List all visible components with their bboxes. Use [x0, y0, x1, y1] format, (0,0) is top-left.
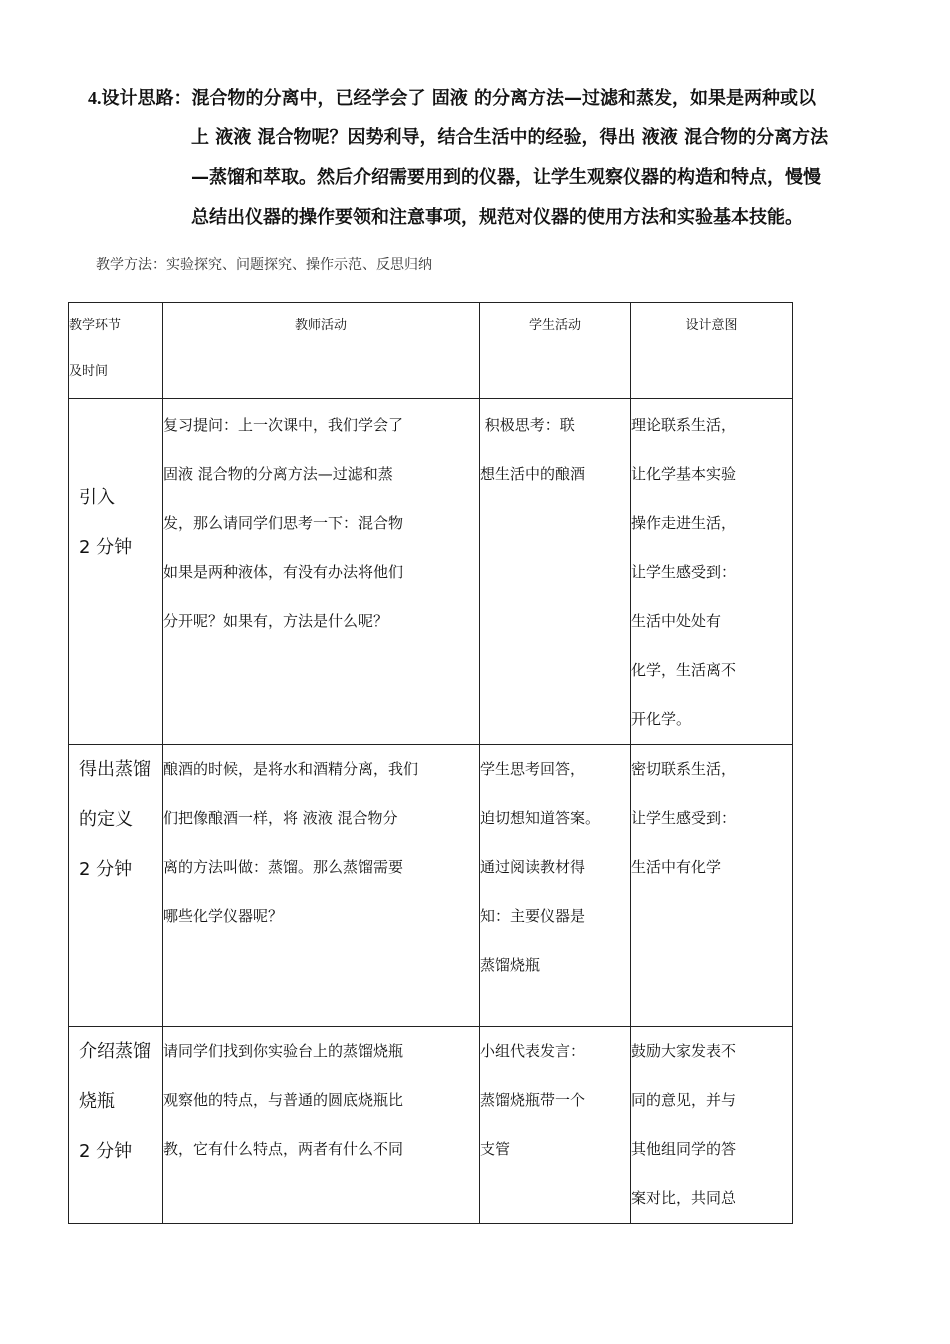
stage-cell: 引入 2 分钟 [69, 399, 163, 745]
stage-cell: 介绍蒸馏 烧瓶 2 分钟 [69, 1027, 163, 1224]
header-stage-time: 教学环节 及时间 [69, 303, 163, 399]
header-teacher-activity: 教师活动 [163, 303, 480, 399]
heading-line-2: 上 液液 混合物呢？因势利导，结合生活中的经验，得出 液液 混合物的分离方法 [191, 127, 829, 148]
design-intent-cell: 鼓励大家发表不 同的意见，并与 其他组同学的答 案对比，共同总 [631, 1027, 793, 1224]
heading-line-3: —蒸馏和萃取。然后介绍需要用到的仪器，让学生观察仪器的构造和特点，慢慢 [191, 167, 821, 188]
teaching-method: 教学方法：实验探究、问题探究、操作示范、反思归纳 [96, 257, 432, 273]
teacher-activity-cell: 复习提问：上一次课中，我们学会了 固液 混合物的分离方法—过滤和蒸 发，那么请同学们思考一下：混合物 如果是两种液体，有没有办法将他们 分开呢？如果有，方法是什么呢？ [163, 399, 480, 745]
table-row [69, 399, 793, 745]
table-row [69, 745, 793, 1027]
heading-line-1: 4.设计思路：混合物的分离中，已经学会了 固液 的分离方法—过滤和蒸发，如果是两种或以 [88, 88, 817, 109]
design-idea-heading [88, 78, 878, 238]
table-row [69, 1027, 793, 1224]
teacher-activity-cell: 请同学们找到你实验台上的蒸馏烧瓶 观察他的特点，与普通的圆底烧瓶比 教，它有什么特点，两者有什么不同 [163, 1027, 480, 1224]
student-activity-cell: 学生思考回答， 迫切想知道答案。 通过阅读教材得 知：主要仪器是 蒸馏烧瓶 [480, 745, 631, 1027]
student-activity-cell: 小组代表发言： 蒸馏烧瓶带一个 支管 [480, 1027, 631, 1224]
design-intent-cell: 理论联系生活， 让化学基本实验 操作走进生活， 让学生感受到： 生活中处处有 化学，生活离不 开化学。 [631, 399, 793, 745]
header-design-intent: 设计意图 [631, 303, 793, 399]
stage-cell: 得出蒸馏 的定义 2 分钟 [69, 745, 163, 1027]
lesson-plan-table [68, 302, 793, 1224]
heading-number: 4. [88, 88, 102, 108]
table-header-row [69, 303, 793, 399]
teacher-activity-cell: 酿酒的时候，是将水和酒精分离，我们 们把像酿酒一样，将 液液 混合物分 离的方法叫做：蒸馏。那么蒸馏需要 哪些化学仪器呢？ [163, 745, 480, 1027]
student-activity-cell: 积极思考：联 想生活中的酿酒 [480, 399, 631, 745]
header-student-activity: 学生活动 [480, 303, 631, 399]
design-intent-cell: 密切联系生活， 让学生感受到： 生活中有化学 [631, 745, 793, 1027]
heading-line-4: 总结出仪器的操作要领和注意事项，规范对仪器的使用方法和实验基本技能。 [191, 207, 803, 228]
